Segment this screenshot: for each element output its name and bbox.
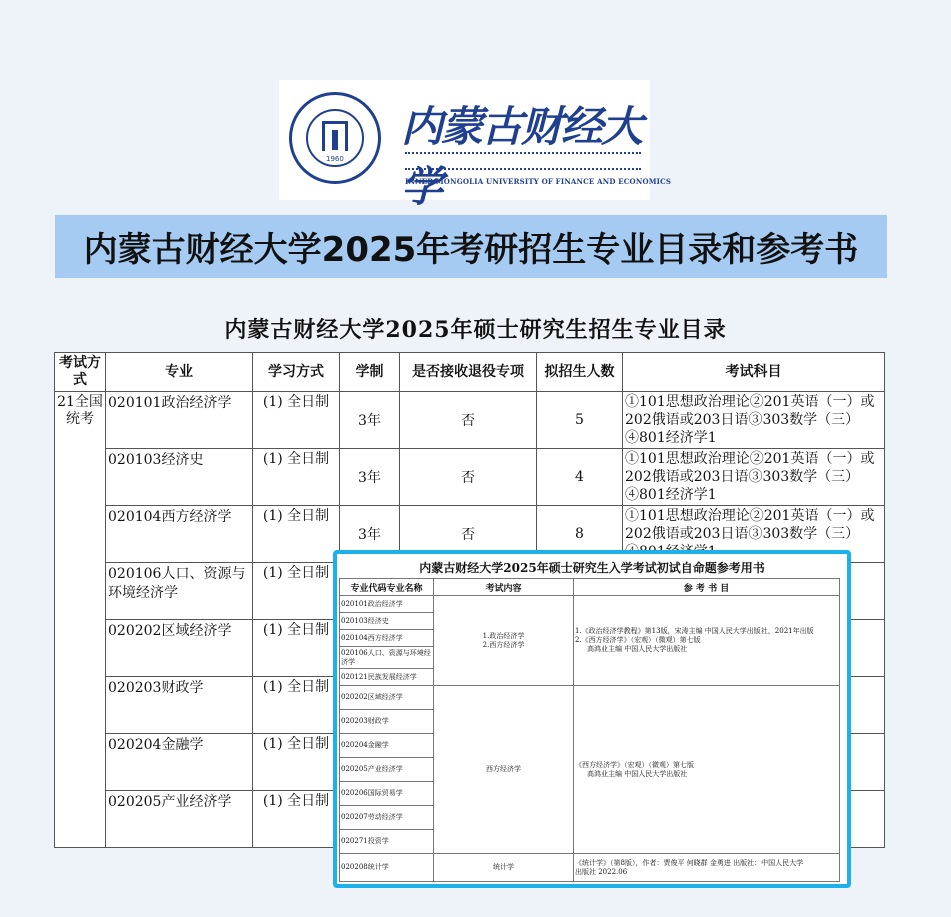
header-quota: 拟招生人数 [537,353,623,392]
duration-cell: 3年 [340,392,400,449]
study-mode-cell: (1) 全日制 [253,563,340,620]
program-cell: 020103经济史 [106,449,253,506]
study-mode-cell: (1) 全日制 [253,449,340,506]
program-cell: 020106人口、资源与环境经济学 [340,647,434,669]
program-cell: 020271投资学 [340,830,434,854]
veteran-cell: 否 [400,506,537,563]
header-exam-mode: 考试方式 [55,353,106,392]
seal-inner-ring [306,109,364,167]
exam-mode-cell: 21全国统考 [55,392,106,848]
content-line: 1.政治经济学 [482,631,525,640]
book-line: 《统计学》（第8版），作者：贾俊平 何晓群 金勇进 出版社：中国人民大学 [575,858,804,867]
headline-banner: 内蒙古财经大学2025年考研招生专业目录和参考书 [55,215,887,278]
reference-row [340,854,840,882]
study-mode-cell: (1) 全日制 [253,392,340,449]
reference-row [340,596,840,613]
book-line: 1.《政治经济学教程》第13版，宋涛主编 中国人民大学出版社，2021年出版 [575,627,814,635]
study-mode-cell: (1) 全日制 [253,791,340,848]
program-cell: 020106人口、资源与环境经济学 [106,563,253,620]
header-code-name: 专业代码专业名称 [340,579,434,596]
study-mode-cell: (1) 全日制 [253,620,340,677]
university-seal [289,92,381,184]
study-mode-cell: (1) 全日制 [253,734,340,791]
seal-emblem-icon [322,121,348,151]
program-cell: 020101政治经济学 [340,596,434,613]
duration-cell: 3年 [340,506,400,563]
reference-title: 内蒙古财经大学2025年硕士研究生入学考试初试自命题参考用书 [419,561,765,575]
seal-year: 1960 [326,155,344,163]
header-subjects: 考试科目 [623,353,885,392]
header-books: 参 考 书 目 [574,579,840,596]
header-study-mode: 学习方式 [253,353,340,392]
table-row [55,392,885,449]
program-cell: 020121民族发展经济学 [340,669,434,686]
quota-cell: 4 [537,449,623,506]
book-line: 高鸿业主编 中国人民大学出版社 [587,645,688,653]
book-line: 《西方经济学》（宏观）（微观）第七版 [575,760,694,769]
duration-cell: 3年 [340,449,400,506]
catalog-title: 内蒙古财经大学2025年硕士研究生招生专业目录 [224,317,727,343]
subjects-cell: ①101思想政治理论②201英语（一）或202俄语或203日语③303数学（三）④801经济学1 [623,392,885,449]
program-cell: 020203财政学 [106,677,253,734]
program-cell: 020208统计学 [340,854,434,882]
header-veteran: 是否接收退役专项 [400,353,537,392]
books-cell [574,686,840,854]
program-cell: 020204金融学 [340,734,434,758]
book-line: 2.《西方经济学》（宏观）（微观）第七版 [575,636,701,644]
program-cell: 020104西方经济学 [106,506,253,563]
content-cell: 西方经济学 [434,686,574,854]
subjects-cell: ①101思想政治理论②201英语（一）或202俄语或203日语③303数学（三）④801经济学1 [623,449,885,506]
logo-chinese-name: 内蒙古财经大学 [401,102,642,211]
header-program: 专业 [106,353,253,392]
reference-table [339,578,840,882]
quota-cell: 5 [537,392,623,449]
program-cell: 020205产业经济学 [106,791,253,848]
catalog-header-row [55,353,885,392]
program-cell: 020207劳动经济学 [340,806,434,830]
program-cell: 020204金融学 [106,734,253,791]
program-cell: 020104西方经济学 [340,630,434,647]
content-cell [434,596,574,686]
logo-mongolian-script [405,152,641,170]
logo-english-name: INNER MONGOLIA UNIVERSITY OF FINANCE AND ECONOMICS [405,177,672,186]
university-logo [279,80,672,211]
table-row [55,449,885,506]
quota-cell: 8 [537,506,623,563]
reference-row [340,686,840,710]
veteran-cell: 否 [400,392,537,449]
program-cell: 020101政治经济学 [106,392,253,449]
content-line: 2.西方经济学 [482,640,525,649]
books-cell [574,596,840,686]
program-cell: 020203财政学 [340,710,434,734]
program-cell: 020205产业经济学 [340,758,434,782]
subjects-cell: ①101思想政治理论②201英语（一）或202俄语或203日语③303数学（三） [623,506,885,563]
header-duration: 学制 [340,353,400,392]
program-cell: 020206国际贸易学 [340,782,434,806]
veteran-cell: 否 [400,449,537,506]
book-line: 出版社 2022.06 [575,867,628,876]
study-mode-cell: (1) 全日制 [253,506,340,563]
program-cell: 020103经济史 [340,613,434,630]
content-cell: 统计学 [434,854,574,882]
book-line: 高鸿业主编 中国人民大学出版社 [587,769,688,778]
books-cell [574,854,840,882]
program-cell: 020202区域经济学 [106,620,253,677]
study-mode-cell: (1) 全日制 [253,677,340,734]
program-cell: 020202区域经济学 [340,686,434,710]
reference-header-row [340,579,840,596]
reference-books-panel [333,550,851,888]
header-content: 考试内容 [434,579,574,596]
